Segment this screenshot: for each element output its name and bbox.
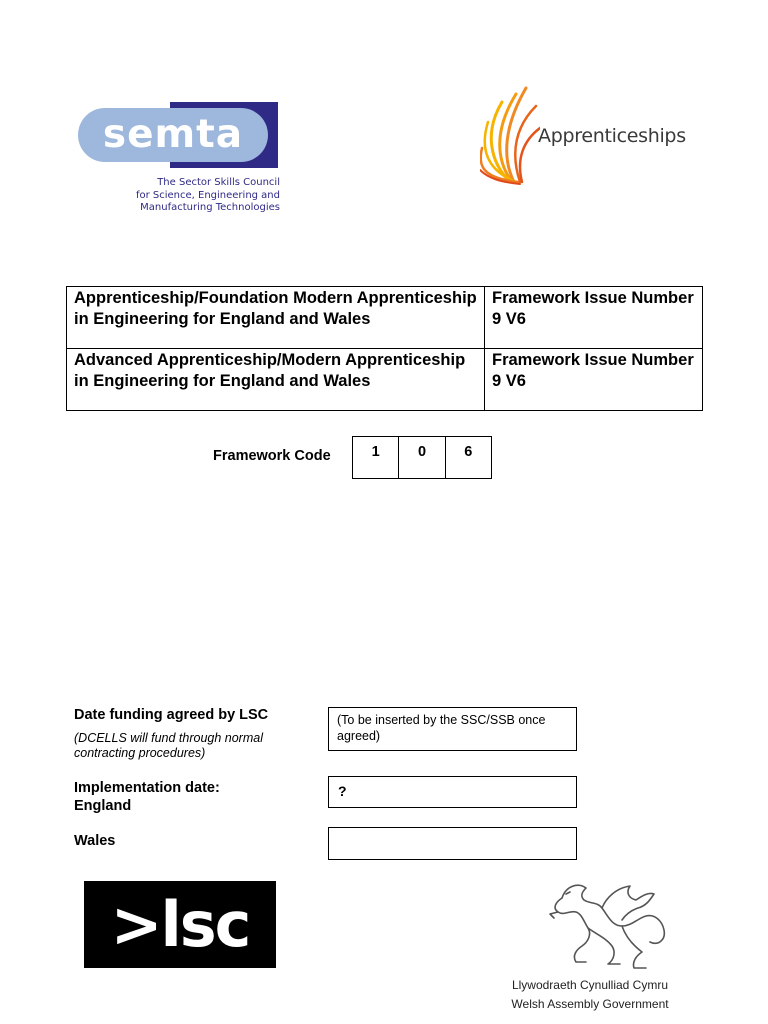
apprenticeships-logo [480, 82, 700, 190]
framework-code-boxes [352, 436, 492, 479]
welsh-assembly-name-welsh: Llywodraeth Cynulliad Cymru [511, 978, 669, 992]
semta-logo-wordmark: semta [78, 108, 268, 162]
framework-title: Advanced Apprenticeship/Modern Apprenticeship in Engineering for England and Wales [67, 349, 485, 411]
semta-tagline-line: Manufacturing Technologies [140, 202, 280, 213]
welsh-assembly-logo [500, 876, 680, 1016]
wales-implementation-field[interactable] [328, 827, 577, 860]
framework-issue: Framework Issue Number 9 V6 [485, 287, 703, 349]
framework-code-digit: 6 [445, 437, 491, 479]
wales-label: Wales [74, 833, 116, 849]
funding-label: Date funding agreed by LSC [74, 707, 269, 723]
england-implementation-field[interactable]: ? [328, 776, 577, 808]
funding-note: (DCELLS will fund through normal contracting procedures) [74, 731, 263, 760]
apprenticeships-wordmark: Apprenticeships [538, 125, 686, 147]
apprenticeships-swirl-icon [480, 82, 540, 190]
table-row [67, 287, 703, 349]
framework-code-digit: 1 [353, 437, 399, 479]
semta-logo [78, 102, 280, 220]
dragon-icon [542, 876, 668, 974]
semta-tagline [78, 177, 280, 215]
framework-title: Apprenticeship/Foundation Modern Apprenticeship in Engineering for England and Wales [67, 287, 485, 349]
framework-issue: Framework Issue Number 9 V6 [485, 349, 703, 411]
welsh-assembly-name-english: Welsh Assembly Government [511, 997, 669, 1011]
semta-tagline-line: The Sector Skills Council [157, 177, 280, 188]
framework-code-digit: 0 [399, 437, 445, 479]
lsc-logo: >lsc [84, 881, 276, 968]
framework-table [66, 286, 703, 411]
table-row [67, 349, 703, 411]
funding-date-field[interactable]: (To be inserted by the SSC/SSB once agreed) [328, 707, 577, 751]
semta-tagline-line: for Science, Engineering and [135, 189, 280, 201]
england-label: England [74, 798, 132, 814]
implementation-label: Implementation date: [74, 780, 220, 796]
framework-code-label: Framework Code [213, 448, 331, 464]
